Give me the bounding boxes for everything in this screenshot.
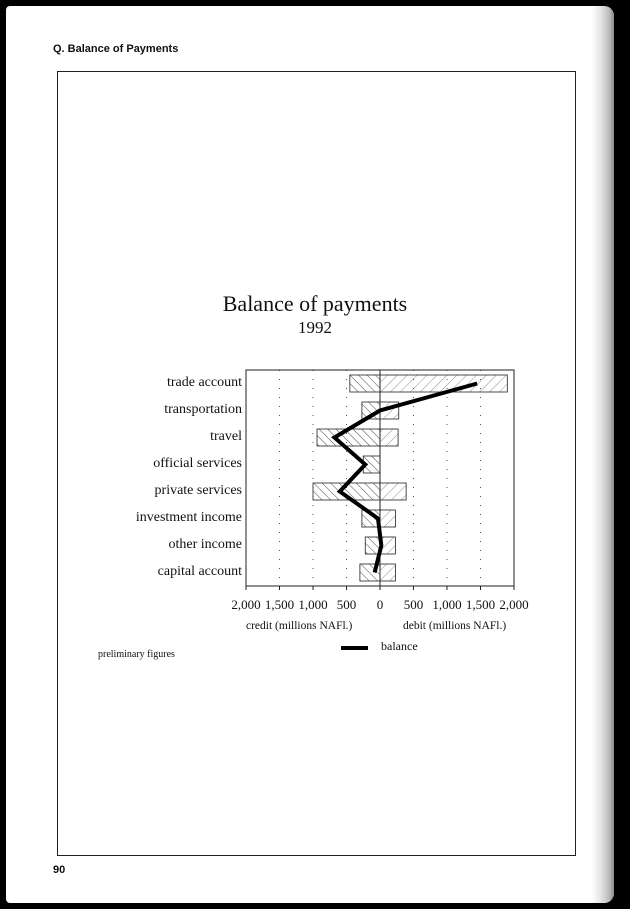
category-label: transportation (164, 401, 242, 417)
category-label: travel (210, 428, 242, 444)
category-label: other income (168, 536, 242, 552)
page-number: 90 (53, 864, 66, 876)
category-label: official services (153, 455, 242, 471)
category-label: investment income (135, 509, 242, 525)
debit-bar (380, 483, 406, 500)
debit-bar (380, 510, 395, 527)
debit-bar (380, 564, 395, 581)
x-tick-label: 1,000 (298, 597, 328, 612)
credit-bar (350, 375, 380, 392)
x-tick-label: 1,500 (264, 597, 295, 612)
x-tick-label: 0 (376, 597, 384, 612)
x-axis (246, 586, 514, 590)
balance-line (334, 384, 477, 573)
debit-bar (380, 375, 507, 392)
x-tick-label: 2,000 (499, 597, 529, 612)
category-label: capital account (157, 563, 242, 579)
preliminary-note: preliminary figures (98, 649, 175, 660)
x-tick-label: 2,000 (231, 597, 261, 612)
x-tick-label: 1,500 (465, 597, 496, 612)
credit-bar (365, 537, 380, 554)
legend-balance-label: balance (381, 639, 418, 653)
chart-title: Balance of payments (222, 291, 408, 316)
x-tick-label: 1,000 (432, 597, 462, 612)
credit-bar (317, 429, 380, 446)
category-label: private services (154, 482, 242, 498)
bars (313, 375, 507, 581)
chart-subtitle: 1992 (298, 318, 332, 337)
x-tick-label: 500 (336, 597, 357, 612)
debit-axis-label: debit (millions NAFl.) (403, 620, 507, 632)
category-label: trade account (166, 374, 242, 390)
credit-axis-label: credit (millions NAFl.) (246, 620, 353, 632)
debit-bar (380, 429, 398, 446)
section-title: Q. Balance of Payments (53, 43, 179, 55)
x-tick-label: 500 (403, 597, 424, 612)
